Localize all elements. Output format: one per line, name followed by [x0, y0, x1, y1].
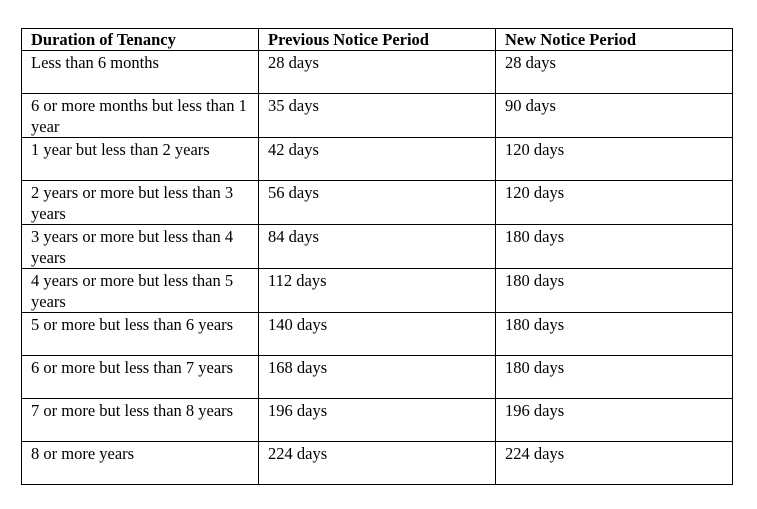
table-row [22, 225, 733, 269]
previous-notice-cell: 28 days [259, 51, 496, 94]
new-notice-cell: 180 days [496, 225, 733, 269]
duration-cell: 8 or more years [22, 442, 259, 485]
new-notice-cell: 120 days [496, 138, 733, 181]
previous-notice-cell: 224 days [259, 442, 496, 485]
new-notice-cell: 224 days [496, 442, 733, 485]
new-notice-cell: 28 days [496, 51, 733, 94]
new-notice-cell: 180 days [496, 356, 733, 399]
table-header [22, 29, 733, 51]
duration-cell: 7 or more but less than 8 years [22, 399, 259, 442]
new-notice-cell: 120 days [496, 181, 733, 225]
table-row [22, 399, 733, 442]
previous-notice-cell: 196 days [259, 399, 496, 442]
header-new-notice-period: New Notice Period [496, 29, 733, 51]
table-row [22, 313, 733, 356]
previous-notice-cell: 35 days [259, 94, 496, 138]
duration-cell: 3 years or more but less than 4 years [22, 225, 259, 269]
duration-cell: 4 years or more but less than 5 years [22, 269, 259, 313]
duration-cell: 2 years or more but less than 3 years [22, 181, 259, 225]
new-notice-cell: 180 days [496, 269, 733, 313]
table-row [22, 51, 733, 94]
duration-cell: 6 or more months but less than 1 year [22, 94, 259, 138]
table-body [22, 51, 733, 485]
table-row [22, 356, 733, 399]
previous-notice-cell: 42 days [259, 138, 496, 181]
header-duration-of-tenancy: Duration of Tenancy [22, 29, 259, 51]
new-notice-cell: 180 days [496, 313, 733, 356]
table-row [22, 269, 733, 313]
duration-cell: 6 or more but less than 7 years [22, 356, 259, 399]
new-notice-cell: 196 days [496, 399, 733, 442]
duration-cell: Less than 6 months [22, 51, 259, 94]
duration-cell: 5 or more but less than 6 years [22, 313, 259, 356]
previous-notice-cell: 56 days [259, 181, 496, 225]
header-row [22, 29, 733, 51]
notice-period-table [21, 28, 733, 485]
previous-notice-cell: 140 days [259, 313, 496, 356]
duration-cell: 1 year but less than 2 years [22, 138, 259, 181]
table-row [22, 94, 733, 138]
header-previous-notice-period: Previous Notice Period [259, 29, 496, 51]
table-row [22, 442, 733, 485]
previous-notice-cell: 112 days [259, 269, 496, 313]
new-notice-cell: 90 days [496, 94, 733, 138]
table-row [22, 138, 733, 181]
table-row [22, 181, 733, 225]
previous-notice-cell: 168 days [259, 356, 496, 399]
previous-notice-cell: 84 days [259, 225, 496, 269]
